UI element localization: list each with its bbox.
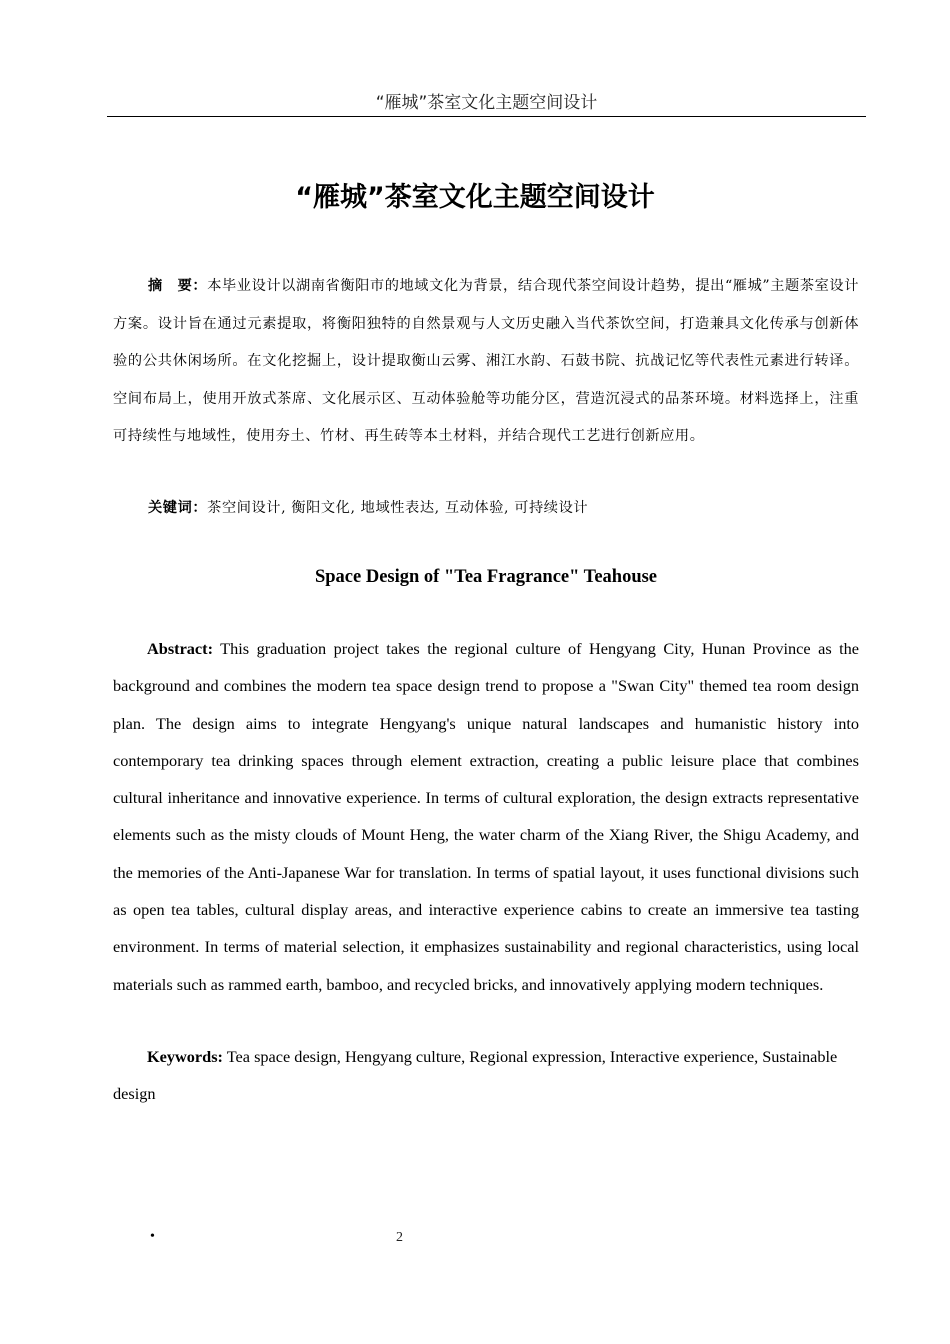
chinese-keywords-label: 关键词： xyxy=(148,500,208,516)
chinese-abstract xyxy=(113,268,859,456)
chinese-abstract-text: 本毕业设计以湖南省衡阳市的地域文化为背景，结合现代茶空间设计趋势，提出“雁城”主题茶室设计方案。设计旨在通过元素提取，将衡阳独特的自然景观与人文历史融入当代茶饮空间，打造兼具文化传承与创新体验的公共休闲场所。在文化挖掘上，设计提取衡山云雾、湘江水韵、石鼓书院、抗战记忆等代表性元素进行转译。空间布局上，使用开放式茶席、文化展示区、互动体验舱等功能分区，营造沉浸式的品茶环境。材料选择上，注重可持续性与地域性，使用夯土、竹材、再生砖等本土材料，并结合现代工艺进行创新应用。 xyxy=(113,278,860,444)
chinese-keywords-text: 茶空间设计, 衡阳文化, 地域性表达, 互动体验, 可持续设计 xyxy=(207,500,589,516)
english-keywords-label: Keywords: xyxy=(147,1047,223,1066)
page-number: 2 xyxy=(396,1230,403,1245)
chinese-abstract-label: 摘 要： xyxy=(148,278,208,294)
english-title: Space Design of "Tea Fragrance" Teahouse xyxy=(314,567,658,587)
chinese-keywords xyxy=(113,490,859,528)
footer-bullet: • xyxy=(150,1229,155,1244)
english-abstract-label: Abstract: xyxy=(147,639,214,658)
english-abstract-text: This graduation project takes the regional culture of Hengyang City, Hunan Province as the background and combines the modern tea space design trend to propose a "Swan City" themed tea room design plan. The design aims to integrate Hengyang's unique natural landscapes and humanistic history into contemporary tea drinking spaces through element extraction, creating a public leisure place that combines cultural inheritance and innovative experience. In terms of cultural exploration, the design extracts representative elements such as the misty clouds of Mount Heng, the water charm of the Xiang River, the Shigu Academy, and the memories of the Anti-Japanese War for translation. In terms of spatial layout, it uses functional divisions such as open tea tables, cultural display areas, and interactive experience cabins to create an immersive tea tasting environment. In terms of material selection, it emphasizes sustainability and regional characteristics, using local materials such as rammed earth, bamboo, and recycled bricks, and innovatively applying modern techniques. xyxy=(113,639,859,994)
english-keywords-text: Tea space design, Hengyang culture, Regional expression, Interactive experience, Sustainable design xyxy=(113,1047,838,1104)
english-keywords xyxy=(113,1038,859,1113)
english-abstract xyxy=(113,630,859,1003)
chinese-title: “雁城”茶室文化主题空间设计 xyxy=(295,182,655,213)
running-header: “雁城”茶室文化主题空间设计 xyxy=(107,90,866,117)
